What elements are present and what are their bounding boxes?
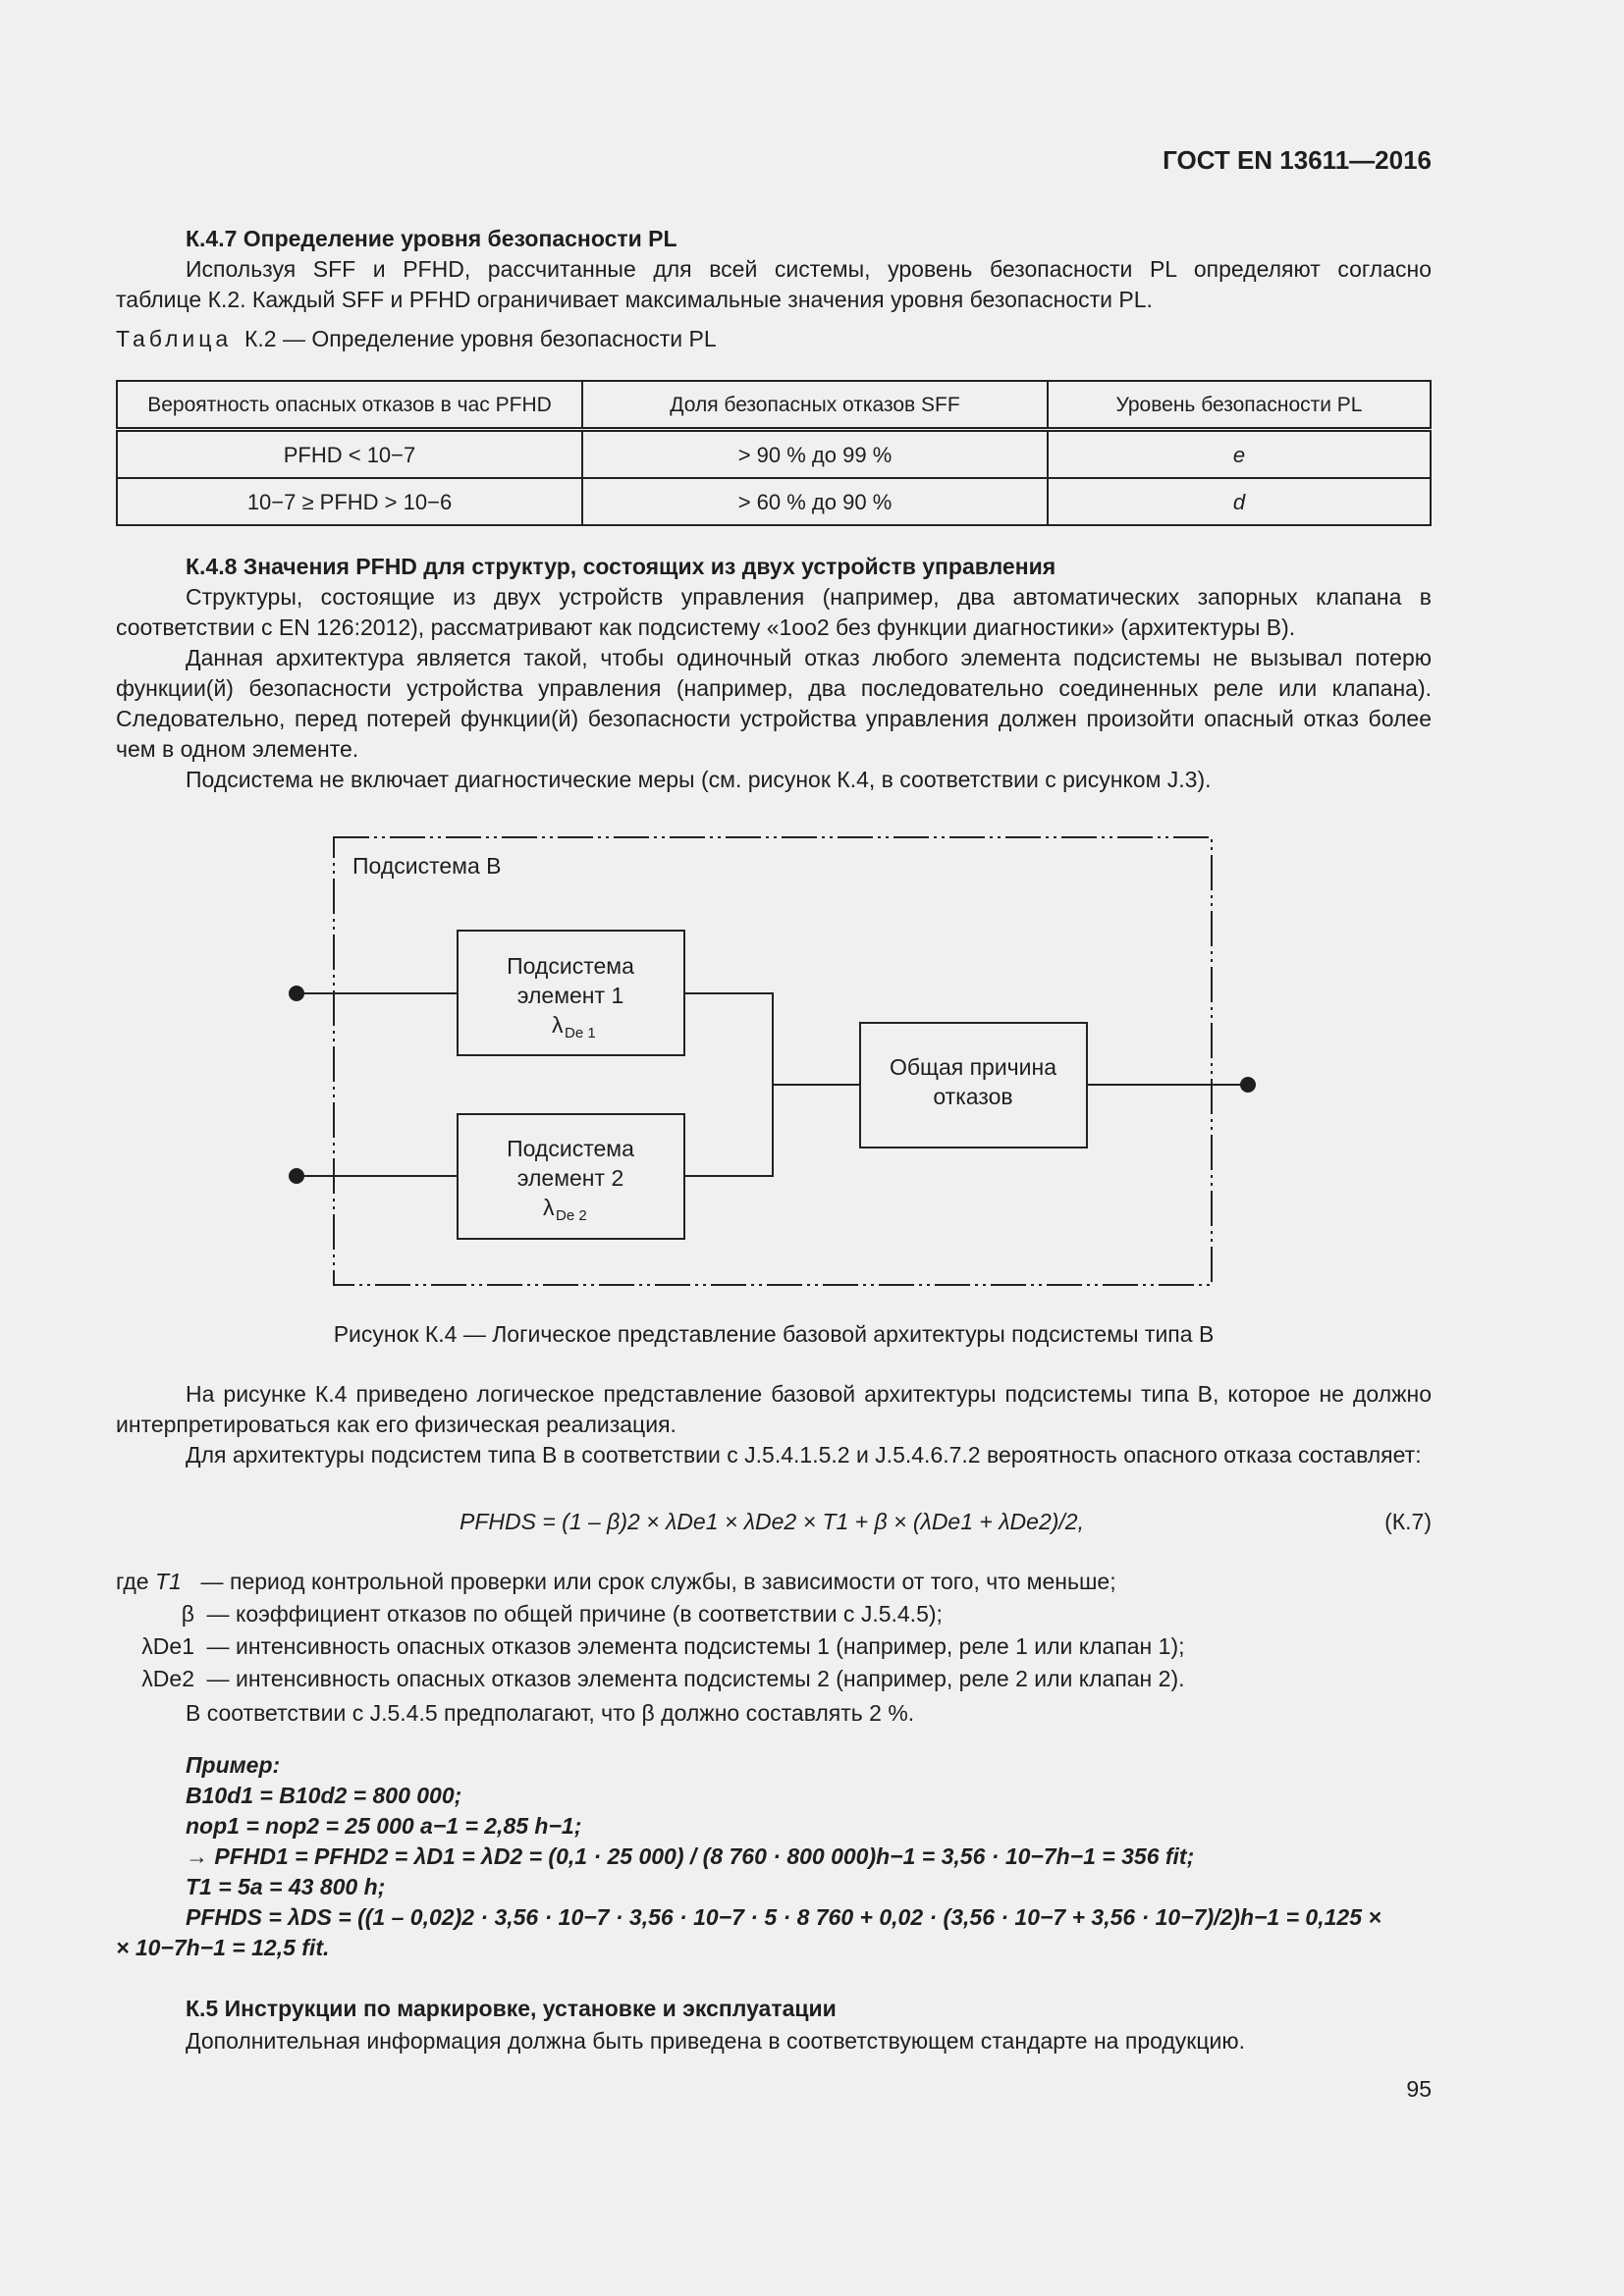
- where-symbol: λDe1: [141, 1633, 194, 1659]
- element-1-label: элемент 1: [516, 983, 624, 1008]
- where-lead: где: [116, 1569, 149, 1594]
- after-figure-para: Для архитектуры подсистем типа В в соответствии с J.5.4.1.5.2 и J.5.4.6.7.2 вероятность опасного отказа составляет:: [186, 1442, 1422, 1468]
- section-k5-heading: К.5 Инструкции по маркировке, установке и эксплуатации: [186, 1996, 837, 2021]
- element-1-lambda: λ: [552, 1012, 564, 1038]
- section-k48-heading: К.4.8 Значения PFHD для структур, состоящих из двух устройств управления: [186, 554, 1056, 579]
- output-terminal: [1240, 1077, 1256, 1093]
- table-cell: > 90 % до 99 %: [582, 430, 1048, 479]
- table-caption-label: Таблица: [116, 326, 233, 351]
- after-figure-para: На рисунке К.4 приведено логическое представление базовой архитектуры подсистемы типа В, которое не должно интерпретироваться как его физическая реализация.: [116, 1381, 1432, 1437]
- frame-label: Подсистема В: [352, 853, 502, 879]
- section-k48-para: Данная архитектура является такой, чтобы одиночный отказ любого элемента подсистемы не вызывал потерю функции(й) безопасности устройства управления (например, два последовательно соединенных реле или клапана). Следовательно, перед потерей функции(й) безопасности устройства управления должен произойти опасный отказ более чем в одном элементе.: [116, 645, 1432, 762]
- section-after-figure: [116, 1379, 1432, 1470]
- where-item: λDe1 — интенсивность опасных отказов элемента подсистемы 1 (например, реле 1 или клапан 1);: [116, 1631, 1432, 1664]
- section-k48: [116, 552, 1432, 795]
- element-2-label: элемент 2: [516, 1165, 624, 1191]
- table-header-cell: Доля безопасных отказов SFF: [582, 381, 1048, 430]
- section-k5: [116, 1994, 1432, 2056]
- join-line: [684, 993, 773, 1176]
- element-2-lambda: λ: [543, 1195, 555, 1220]
- formula-k7-row: [116, 1507, 1432, 1537]
- formula-k7-number: (К.7): [1384, 1509, 1432, 1534]
- element-2-label: Подсистема: [507, 1136, 634, 1161]
- element-1-label: Подсистема: [507, 953, 634, 979]
- input-terminal-2: [289, 1168, 304, 1184]
- table-caption: [116, 324, 1432, 354]
- figure-k4: [0, 825, 1624, 1286]
- section-k47: [116, 224, 1432, 354]
- where-item: β — коэффициент отказов по общей причине (в соответствии с J.5.4.5);: [116, 1599, 1432, 1631]
- table-k2: [116, 380, 1432, 526]
- table-header-cell: Вероятность опасных отказов в час PFHD: [117, 381, 582, 430]
- section-k48-para: Структуры, состоящие из двух устройств управления (например, два автоматических запорных клапана в соответствии с EN 126:2012), рассматривают как подсистему «1oo2 без функции диагностики» (архитектуры В).: [116, 584, 1432, 640]
- example-line: T1 = 5a = 43 800 h;: [186, 1874, 386, 1899]
- section-k47-para-cont: таблице К.2. Каждый SFF и PFHD ограничивает максимальные значения уровня безопасности PL.: [116, 287, 1153, 312]
- element-1-lambda-sub: De 1: [565, 1025, 596, 1041]
- example-block: [116, 1750, 1432, 1963]
- where-item: λDe2 — интенсивность опасных отказов элемента подсистемы 2 (например, реле 2 или клапан 2).: [116, 1664, 1432, 1696]
- table-header-row: [117, 381, 1431, 430]
- k47-para-line1: Используя SFF и PFHD, рассчитанные для всей системы, уровень безопасности PL определяют согласно: [186, 256, 1432, 282]
- table-cell: > 60 % до 90 %: [582, 478, 1048, 525]
- where-text: коэффициент отказов по общей причине (в соответствии с J.5.4.5);: [236, 1601, 943, 1627]
- table-cell: 10−7 ≥ PFHD > 10−6: [117, 478, 582, 525]
- element-2-lambda-sub: De 2: [556, 1207, 587, 1224]
- section-k5-para: Дополнительная информация должна быть приведена в соответствующем стандарте на продукцию.: [186, 2028, 1246, 2054]
- section-k47-heading: К.4.7 Определение уровня безопасности PL: [186, 226, 677, 251]
- example-line: × 10−7h−1 = 12,5 fit.: [116, 1935, 330, 1960]
- figure-caption: Рисунок К.4 — Логическое представление базовой архитектуры подсистемы типа В: [333, 1321, 1215, 1347]
- example-title: Пример:: [186, 1752, 281, 1778]
- where-list: [116, 1567, 1432, 1729]
- where-symbol: λDe2: [141, 1666, 194, 1691]
- example-line: PFHDS = λDS = ((1 – 0,02)2 · 3,56 · 10−7 · 3,56 · 10−7 · 5 · 8 760 + 0,02 · (3,56 · 10−7 + 3,56 · 10−7)/2)h−1 = 0,125 ×: [186, 1904, 1381, 1930]
- common-cause-label: Общая причина: [889, 1054, 1057, 1080]
- section-k48-para: Подсистема не включает диагностические меры (см. рисунок К.4, в соответствии с рисунком J.3).: [186, 767, 1212, 792]
- example-line: nop1 = nop2 = 25 000 a−1 = 2,85 h−1;: [186, 1813, 582, 1839]
- where-text: период контрольной проверки или срок службы, в зависимости от того, что меньше;: [230, 1569, 1116, 1594]
- input-terminal-1: [289, 986, 304, 1001]
- where-symbol: β: [181, 1601, 194, 1627]
- table-row: [117, 478, 1431, 525]
- where-text: интенсивность опасных отказов элемента подсистемы 2 (например, реле 2 или клапан 2).: [236, 1666, 1185, 1691]
- where-symbol: T1: [155, 1569, 182, 1594]
- table-header-cell: Уровень безопасности PL: [1048, 381, 1431, 430]
- section-k47-para: [116, 254, 1432, 285]
- example-line: B10d1 = B10d2 = 800 000;: [186, 1783, 462, 1808]
- page-number: 95: [1406, 2076, 1432, 2102]
- table-cell: PFHD < 10−7: [117, 430, 582, 479]
- table-caption-text: К.2 — Определение уровня безопасности PL: [244, 326, 717, 351]
- table-row: [117, 430, 1431, 479]
- document-header: ГОСТ EN 13611—2016: [1163, 145, 1432, 175]
- where-item: где T1 — период контрольной проверки или срок службы, в зависимости от того, что меньше;: [116, 1567, 1432, 1599]
- example-line: → PFHD1 = PFHD2 = λD1 = λD2 = (0,1 · 25 000) / (8 760 · 800 000)h−1 = 3,56 · 10−7h−1 = 356 fit;: [186, 1843, 1195, 1869]
- where-note: В соответствии с J.5.4.5 предполагают, что β должно составлять 2 %.: [186, 1700, 915, 1726]
- table-cell: e: [1048, 430, 1431, 479]
- table-cell: d: [1048, 478, 1431, 525]
- where-text: интенсивность опасных отказов элемента подсистемы 1 (например, реле 1 или клапан 1);: [236, 1633, 1185, 1659]
- formula-k7: PFHDS = (1 – β)2 × λDe1 × λDe2 × T1 + β × (λDe1 + λDe2)/2,: [460, 1509, 1084, 1534]
- common-cause-label: отказов: [933, 1084, 1013, 1109]
